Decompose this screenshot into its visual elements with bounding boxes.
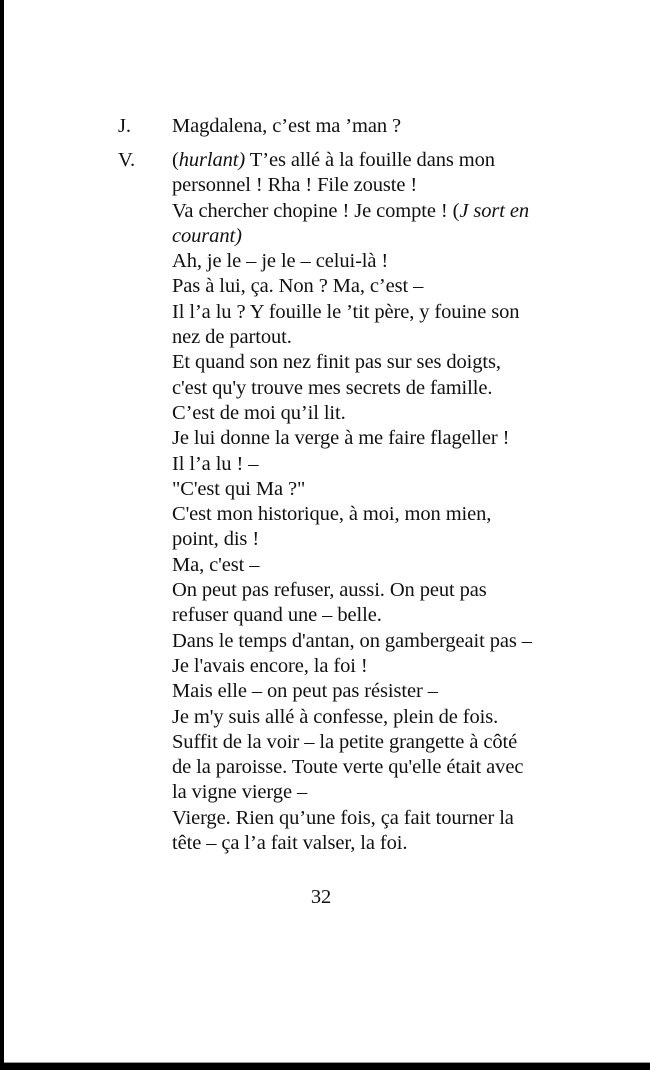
dialogue-text: point, dis !: [172, 528, 260, 551]
dialogue-text: Je m'y suis allé à confesse, plein de fois.: [172, 705, 499, 728]
text-line: [172, 114, 592, 139]
text-line: [172, 502, 592, 527]
text-line: [172, 654, 592, 679]
dialogue-text: Mais elle – on peut pas résister –: [172, 680, 438, 703]
dialogue-text: "C'est qui Ma ?": [172, 477, 306, 500]
speaker-label: V.: [118, 149, 136, 171]
text-line: [172, 527, 592, 552]
dialogue-text: T’es allé à la fouille dans mon: [245, 149, 495, 171]
text-line: [172, 755, 592, 780]
dialogue-text: personnel ! Rha ! File zouste !: [172, 174, 418, 197]
text-line: [172, 452, 592, 477]
speech-lines: [172, 114, 592, 139]
text-line: [172, 376, 592, 401]
text-line: [172, 780, 592, 805]
dialogue-text: Ah, je le – je le – celui-là !: [172, 250, 389, 273]
dialogue-text: On peut pas refuser, aussi. On peut pas: [172, 579, 487, 602]
text-line: [172, 806, 592, 831]
dialogue-text: Je lui donne la verge à me faire flageller !: [172, 427, 510, 450]
speaker-label: J.: [118, 115, 131, 137]
text-line: [172, 274, 592, 299]
dialogue-text: C'est mon historique, à moi, mon mien,: [172, 503, 492, 526]
stage-direction: hurlant): [178, 149, 246, 171]
dialogue-text: Et quand son nez finit pas sur ses doigts,: [172, 351, 501, 374]
book-page: [4, 0, 650, 1063]
speech-lines: [172, 148, 592, 856]
text-line: [172, 629, 592, 654]
text-line: [172, 173, 592, 198]
dialogue-text: Il l’a lu ! –: [172, 452, 259, 475]
dialogue-text: Il l’a lu ? Y fouille le ’tit père, y fouine son: [172, 300, 520, 323]
dialogue-text: c'est qu'y trouve mes secrets de famille.: [172, 376, 493, 399]
dialogue-text: refuser quand une – belle.: [172, 604, 382, 627]
dialogue-text: la vigne vierge –: [172, 781, 308, 804]
dialogue-text: (: [172, 149, 179, 171]
stage-direction: J sort en: [459, 199, 530, 222]
dialogue-text: Vierge. Rien qu’une fois, ça fait tourner la: [172, 806, 514, 829]
dialogue-text: tête – ça l’a fait valser, la foi.: [172, 832, 408, 855]
text-line: [172, 325, 592, 350]
dialogue-text: Ma, c'est –: [172, 553, 260, 576]
dialogue-text: Je l'avais encore, la foi !: [172, 654, 368, 677]
dialogue-text: Va chercher chopine ! Je compte ! (: [172, 199, 460, 222]
text-line: [172, 224, 592, 249]
text-line: [172, 199, 592, 224]
text-line: [172, 705, 592, 730]
text-line: [172, 831, 592, 856]
dialogue-text: Magdalena, c’est ma ’man ?: [172, 115, 402, 137]
dialogue-text: C’est de moi qu’il lit.: [172, 401, 346, 424]
text-line: [172, 148, 592, 173]
text-line: [172, 350, 592, 375]
dialogue-text: Suffit de la voir – la petite grangette à côté: [172, 730, 518, 753]
dialogue-text: Dans le temps d'antan, on gambergeait pas –: [172, 629, 532, 652]
text-line: [172, 553, 592, 578]
page-number: 32: [310, 886, 332, 908]
text-line: [172, 401, 592, 426]
text-line: [172, 300, 592, 325]
text-line: [172, 578, 592, 603]
dialogue-text: Pas à lui, ça. Non ? Ma, c’est –: [172, 275, 424, 298]
text-line: [172, 249, 592, 274]
text-line: [172, 730, 592, 755]
text-line: [172, 426, 592, 451]
dialogue-text: de la paroisse. Toute verte qu'elle était avec: [172, 756, 524, 779]
text-line: [172, 603, 592, 628]
dialogue-text: nez de partout.: [172, 326, 292, 349]
stage-direction: courant): [172, 224, 242, 247]
text-line: [172, 477, 592, 502]
text-line: [172, 679, 592, 704]
